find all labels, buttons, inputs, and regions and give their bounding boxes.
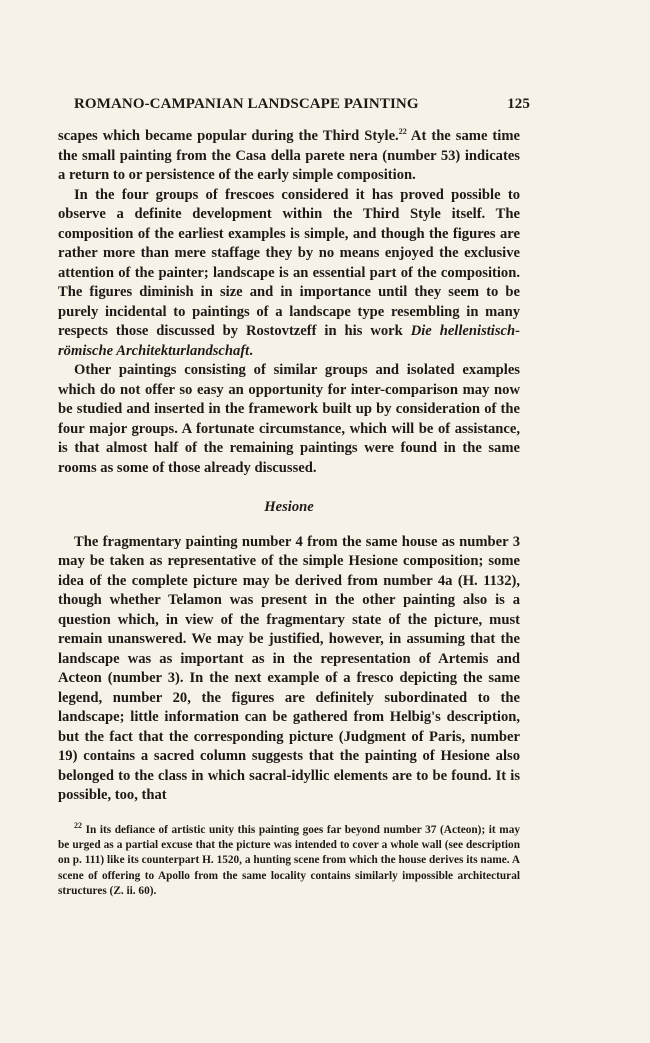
paragraph-text: In the four groups of frescoes considered it has proved possible to observe a definite development within the Third Style itself. The composition of the earliest examples is simple, and though the figures are rather more than mere staffage they by no means enjoyed the exclusive attention of the painter; landscape is an essential part of the composition. The figures diminish in size and in importance until they seem to be purely incidental to paintings of a landscape type resembling in many respects those discussed by Rostovtzeff in his work (58, 186, 520, 339)
running-title: ROMANO-CAMPANIAN LANDSCAPE PAINTING (74, 96, 419, 112)
paragraph-text: The fragmentary painting number 4 from the same house as number 3 may be taken as representative of the simple Hesione composition; some idea of the complete picture may be derived from number 4a (H. 1132), though whether Telamon was present in the other painting also is a question which, in view of the fragmentary state of the picture, must remain unanswered. We may be justified, however, in assuming that the landscape was as important as in the representation of Artemis and Acteon (number 3). In the next example of a fresco depicting the same legend, number 20, the figures are definitely subordinated to the landscape; little information can be gathered from Helbig's description, but the fact that the corresponding picture (Judgment of Paris, number 19) contains a sacred column suggests that the painting of Hesione also belonged to the class in which sacral-idyllic elements are to be found. It is possible, too, that (58, 533, 520, 803)
cited-work-title: Die hellenistisch-römische Architekturlandschaft (58, 323, 520, 359)
paragraph-text: Other paintings consisting of similar groups and isolated examples which do not offer so easy an opportunity for inter-comparison may now be studied and inserted in the framework built up by consideration of the four major groups. A fortunate circumstance, which will be of assistance, is that almost half of the remaining paintings were found in the same rooms as some of those already discussed. (58, 362, 520, 476)
paragraph-text: scapes which became popular during the Third Style. (58, 128, 399, 144)
running-header (74, 96, 530, 113)
page-number: 125 (507, 96, 530, 112)
paragraph (58, 186, 520, 362)
paragraph (58, 127, 520, 186)
paragraph-text: . (249, 342, 253, 359)
paragraph (58, 533, 520, 806)
paragraph-text: At the same time the small painting from the Casa della parete nera (number 53) indicates a return to or persistence of the early simple composition. (58, 128, 520, 183)
footnote-reference: 22 (398, 127, 407, 137)
section-heading: Hesione (264, 499, 314, 515)
footnote-marker: 22 (74, 821, 82, 831)
paragraph (58, 361, 520, 478)
footnote-text: In its defiance of artistic unity this painting goes far beyond number 37 (Acteon); it may be urged as a partial excuse that the picture was intended to cover a whole wall (see description on p. 111) like its counterpart H. 1520, a hunting scene from which the house derives its name. A scene of offering to Apollo from the same locality contains similarly impossible architectural structures (Z. ii. 60). (58, 824, 520, 897)
footnote (58, 823, 520, 899)
body-text (58, 127, 520, 806)
